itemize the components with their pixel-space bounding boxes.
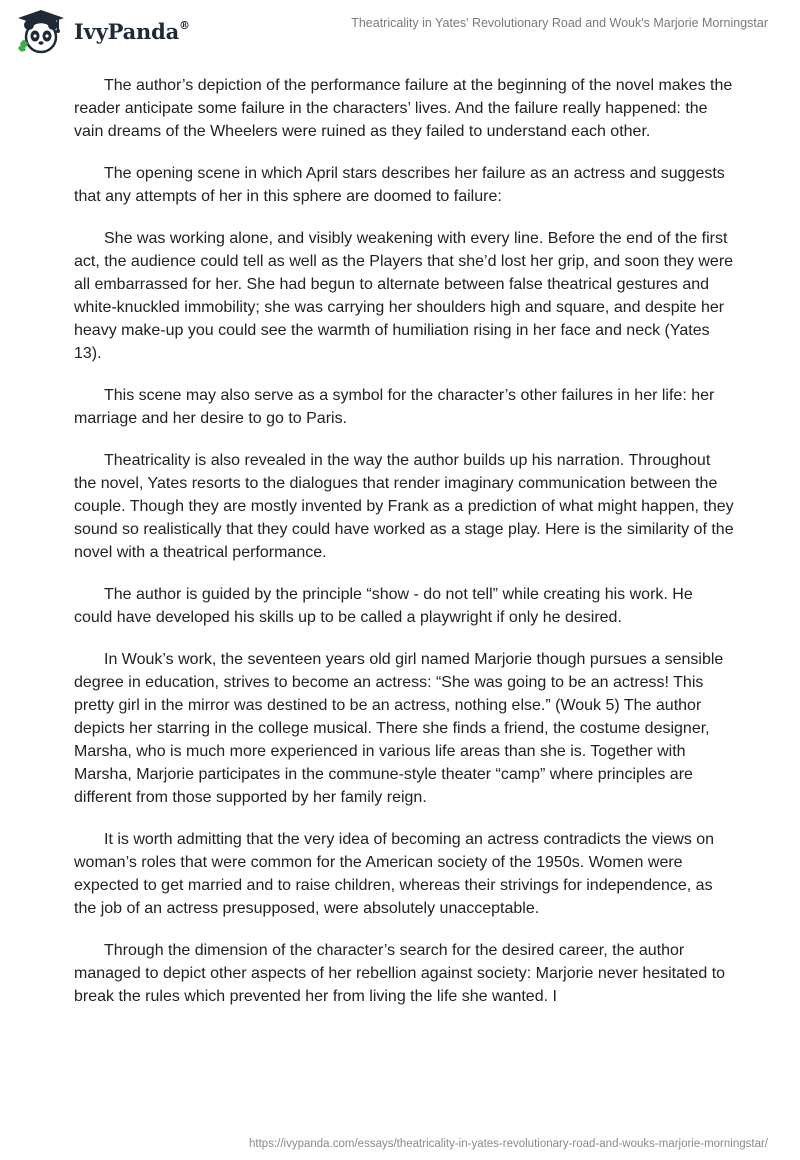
registered-mark: ® [179, 18, 190, 32]
block-quote: She was working alone, and visibly weakening with every line. Before the end of the first act, the audience could tell as well as the Players that she’d lost her grip, and soon they were all embarrassed for her. She had begun to alternate between false theatrical gestures and white-knuckled immobility; she was carrying her shoulders high and square, and despite her heavy make-up you could see the warmth of humiliation rising in her face and neck (Yates 13). [74, 230, 734, 362]
paragraph: In Wouk’s work, the seventeen years old girl named Marjorie though pursues a sensible degree in education, strives to become an actress: “She was going to be an actress! This pretty girl in the mirror was destined to be an actress, nothing else.” (Wouk 5) The author depicts her starring in the college musical. There she finds a friend, the costume designer, Marsha, who is much more experienced in various life areas than she is. Together with Marsha, Marjorie participates in the commune-style theater “camp” where principles are different from those supported by her family reign. [74, 651, 724, 806]
page-header [0, 0, 800, 70]
paragraph: The opening scene in which April stars describes her failure as an actress and suggests that any attempts of her in this sphere are doomed to failure: [74, 165, 725, 205]
paragraph: Theatricality is also revealed in the way the author builds up his narration. Throughout the novel, Yates resorts to the dialogues that render imaginary communication between the couple. Though they are mostly invented by Frank as a prediction of what might happen, they sound so realistically that they could have worked as a stage play. Here is the similarity of the novel with a theatrical performance. [74, 452, 734, 561]
paragraph: It is worth admitting that the very idea of becoming an actress contradicts the views on woman’s roles that were common for the American society of the 1950s. Women were expected to get married and to raise children, whereas their strivings for independence, as the job of an actress presupposed, were absolutely unacceptable. [74, 831, 715, 917]
logo-wordmark: IvyPanda® [74, 18, 190, 44]
paragraph: The author is guided by the principle “show - do not tell” while creating his work. He could have developed his skills up to be called a playwright if only he desired. [74, 586, 693, 626]
essay-body [74, 74, 734, 1027]
paragraph: Through the dimension of the character’s search for the desired career, the author managed to depict other aspects of her rebellion against society: Marjorie never hesitated to break the rules which prevented her from living the life she wanted. I [74, 942, 726, 1005]
panda-graduate-icon [14, 6, 68, 56]
paragraph: This scene may also serve as a symbol for the character’s other failures in her life: her marriage and her desire to go to Paris. [74, 387, 715, 427]
paragraph: The author’s depiction of the performance failure at the beginning of the novel makes the reader anticipate some failure in the characters’ lives. And the failure really happened: the vain dreams of the Wheelers were ruined as they failed to understand each other. [74, 77, 733, 140]
source-url-link[interactable]: https://ivypanda.com/essays/theatricality-in-yates-revolutionary-road-and-wouks-marjorie-morningstar/ [249, 1138, 768, 1150]
ivypanda-logo[interactable] [14, 6, 190, 56]
document-title: Theatricality in Yates' Revolutionary Road and Wouk's Marjorie Morningstar [351, 16, 768, 30]
